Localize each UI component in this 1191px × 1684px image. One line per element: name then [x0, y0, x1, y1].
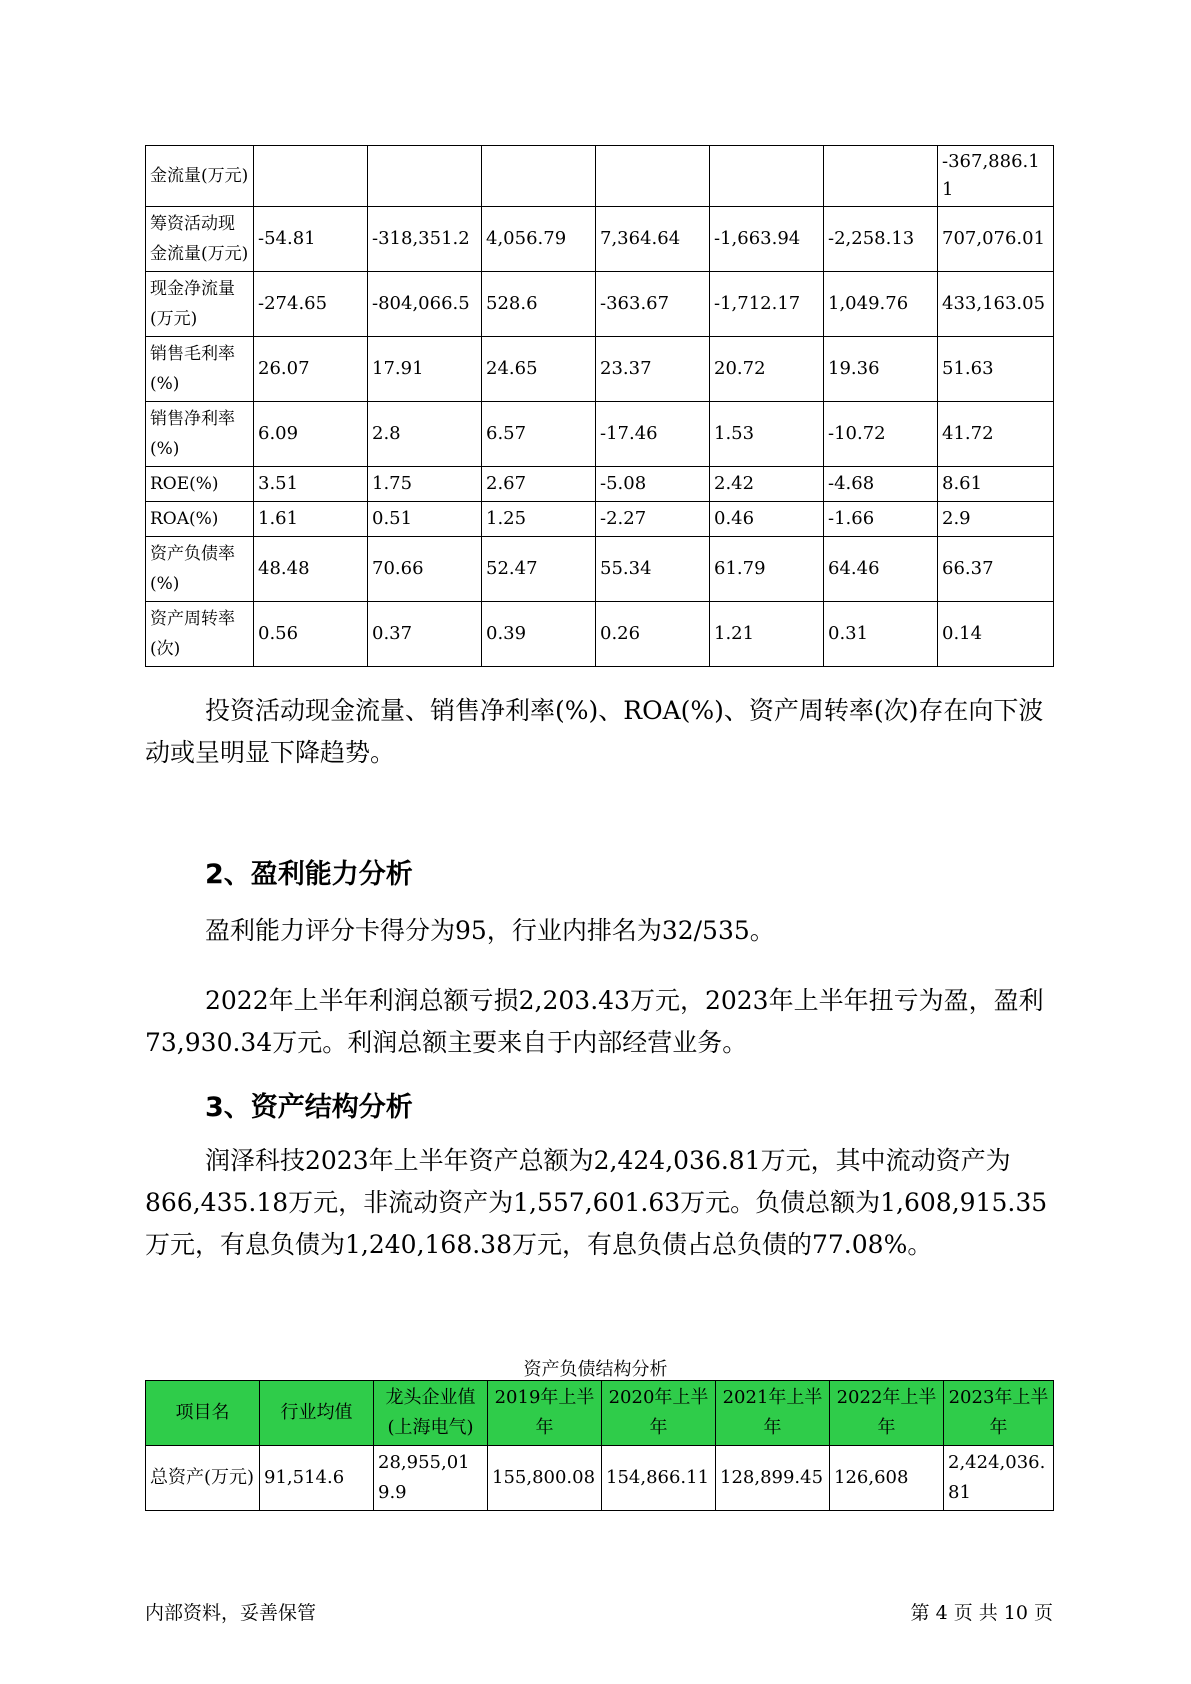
table-cell: 154,866.11: [602, 1446, 716, 1511]
table-cell: [710, 146, 824, 207]
table-cell: -274.65: [254, 272, 368, 337]
table-cell: -367,886.11: [938, 146, 1054, 207]
table-cell: 41.72: [938, 402, 1054, 467]
table-cell: 1.25: [482, 502, 596, 537]
column-header: 2021年上半年: [716, 1381, 830, 1446]
table-cell: -363.67: [596, 272, 710, 337]
table-cell: 2.9: [938, 502, 1054, 537]
column-header: 龙头企业值(上海电气): [374, 1381, 488, 1446]
table-cell: 17.91: [368, 337, 482, 402]
table-cell: 0.14: [938, 602, 1054, 667]
column-header: 行业均值: [260, 1381, 374, 1446]
section-heading-profitability: 2、盈利能力分析: [205, 859, 413, 890]
table-cell: 70.66: [368, 537, 482, 602]
table-cell: 61.79: [710, 537, 824, 602]
column-header: 项目名: [146, 1381, 260, 1446]
table-cell: -318,351.2: [368, 207, 482, 272]
row-label: 资产负债率(%): [146, 537, 254, 602]
row-label: 销售毛利率(%): [146, 337, 254, 402]
footer-confidential-note: 内部资料，妥善保管: [145, 1602, 317, 1624]
table-cell: -1.66: [824, 502, 938, 537]
column-header: 2022年上半年: [830, 1381, 944, 1446]
table-cell: 2.42: [710, 467, 824, 502]
table-row: [146, 537, 1054, 602]
table-cell: 0.31: [824, 602, 938, 667]
table-cell: [368, 146, 482, 207]
table-cell: 4,056.79: [482, 207, 596, 272]
table-row: [146, 402, 1054, 467]
table-cell: 6.57: [482, 402, 596, 467]
score-paragraph: 盈利能力评分卡得分为95，行业内排名为32/535。: [205, 916, 775, 945]
table-cell: 64.46: [824, 537, 938, 602]
row-label: 金流量(万元): [146, 146, 254, 207]
table-row: [146, 337, 1054, 402]
table-cell: 3.51: [254, 467, 368, 502]
table-row: [146, 467, 1054, 502]
table-cell: -2,258.13: [824, 207, 938, 272]
table-cell: 20.72: [710, 337, 824, 402]
table-cell: 23.37: [596, 337, 710, 402]
table-cell: 55.34: [596, 537, 710, 602]
table-cell: 0.56: [254, 602, 368, 667]
table-row: [146, 272, 1054, 337]
row-label: 总资产(万元): [146, 1446, 260, 1511]
table-cell: 19.36: [824, 337, 938, 402]
table-cell: 1.61: [254, 502, 368, 537]
table-cell: 24.65: [482, 337, 596, 402]
table-cell: 7,364.64: [596, 207, 710, 272]
table-cell: 28,955,019.9: [374, 1446, 488, 1511]
balance-sheet-table: [145, 1380, 1054, 1511]
table-cell: 528.6: [482, 272, 596, 337]
table-cell: -10.72: [824, 402, 938, 467]
table-cell: 0.39: [482, 602, 596, 667]
table-cell: 1,049.76: [824, 272, 938, 337]
table-row: [146, 207, 1054, 272]
table-cell: 1.53: [710, 402, 824, 467]
table-cell: 155,800.08: [488, 1446, 602, 1511]
table-cell: -17.46: [596, 402, 710, 467]
table-cell: [596, 146, 710, 207]
table-cell: 26.07: [254, 337, 368, 402]
table-cell: 8.61: [938, 467, 1054, 502]
table-cell: [254, 146, 368, 207]
table-cell: 52.47: [482, 537, 596, 602]
table-cell: 91,514.6: [260, 1446, 374, 1511]
row-label: 销售净利率(%): [146, 402, 254, 467]
table-cell: 2,424,036.81: [944, 1446, 1054, 1511]
section-heading-asset-structure: 3、资产结构分析: [205, 1092, 413, 1123]
table-row: [146, 146, 1054, 207]
table-cell: 0.37: [368, 602, 482, 667]
row-label: 筹资活动现金流量(万元): [146, 207, 254, 272]
column-header: 2019年上半年: [488, 1381, 602, 1446]
table-cell: 66.37: [938, 537, 1054, 602]
column-header: 2023年上半年: [944, 1381, 1054, 1446]
table-cell: -1,712.17: [710, 272, 824, 337]
table-cell: [824, 146, 938, 207]
row-label: 资产周转率(次): [146, 602, 254, 667]
table-row: [146, 502, 1054, 537]
financial-indicators-table: [145, 145, 1054, 667]
footer-page-number: 第 4 页 共 10 页: [910, 1602, 1053, 1624]
row-label: ROA(%): [146, 502, 254, 537]
trend-paragraph: 投资活动现金流量、销售净利率(%)、ROA(%)、资产周转率(次)存在向下波动或呈明显下降趋势。: [145, 696, 1044, 767]
profit-paragraph: 2022年上半年利润总额亏损2,203.43万元，2023年上半年扭亏为盈，盈利73,930.34万元。利润总额主要来自于内部经营业务。: [145, 986, 1044, 1057]
table-cell: 2.67: [482, 467, 596, 502]
table-cell: -1,663.94: [710, 207, 824, 272]
row-label: ROE(%): [146, 467, 254, 502]
table-cell: 0.51: [368, 502, 482, 537]
table-cell: 6.09: [254, 402, 368, 467]
table-cell: -54.81: [254, 207, 368, 272]
table-cell: [482, 146, 596, 207]
table-row: [146, 1446, 1054, 1511]
table-cell: 48.48: [254, 537, 368, 602]
table-cell: -804,066.5: [368, 272, 482, 337]
table-cell: 51.63: [938, 337, 1054, 402]
table-cell: -2.27: [596, 502, 710, 537]
assets-paragraph: 润泽科技2023年上半年资产总额为2,424,036.81万元，其中流动资产为866,435.18万元，非流动资产为1,557,601.63万元。负债总额为1,608,915.35万元，有息负债为1,240,168.38万元，有息负债占总负债的77.08%。: [145, 1146, 1048, 1259]
table-cell: 126,608: [830, 1446, 944, 1511]
row-label: 现金净流量(万元): [146, 272, 254, 337]
column-header: 2020年上半年: [602, 1381, 716, 1446]
table-cell: 1.75: [368, 467, 482, 502]
table-cell: -5.08: [596, 467, 710, 502]
table-row: [146, 602, 1054, 667]
table-caption: 资产负债结构分析: [523, 1359, 668, 1380]
table-cell: 0.46: [710, 502, 824, 537]
table-cell: 0.26: [596, 602, 710, 667]
table-cell: 1.21: [710, 602, 824, 667]
table-cell: 707,076.01: [938, 207, 1054, 272]
table-cell: 2.8: [368, 402, 482, 467]
table-cell: 128,899.45: [716, 1446, 830, 1511]
table-header-row: [146, 1381, 1054, 1446]
table-cell: -4.68: [824, 467, 938, 502]
table-cell: 433,163.05: [938, 272, 1054, 337]
